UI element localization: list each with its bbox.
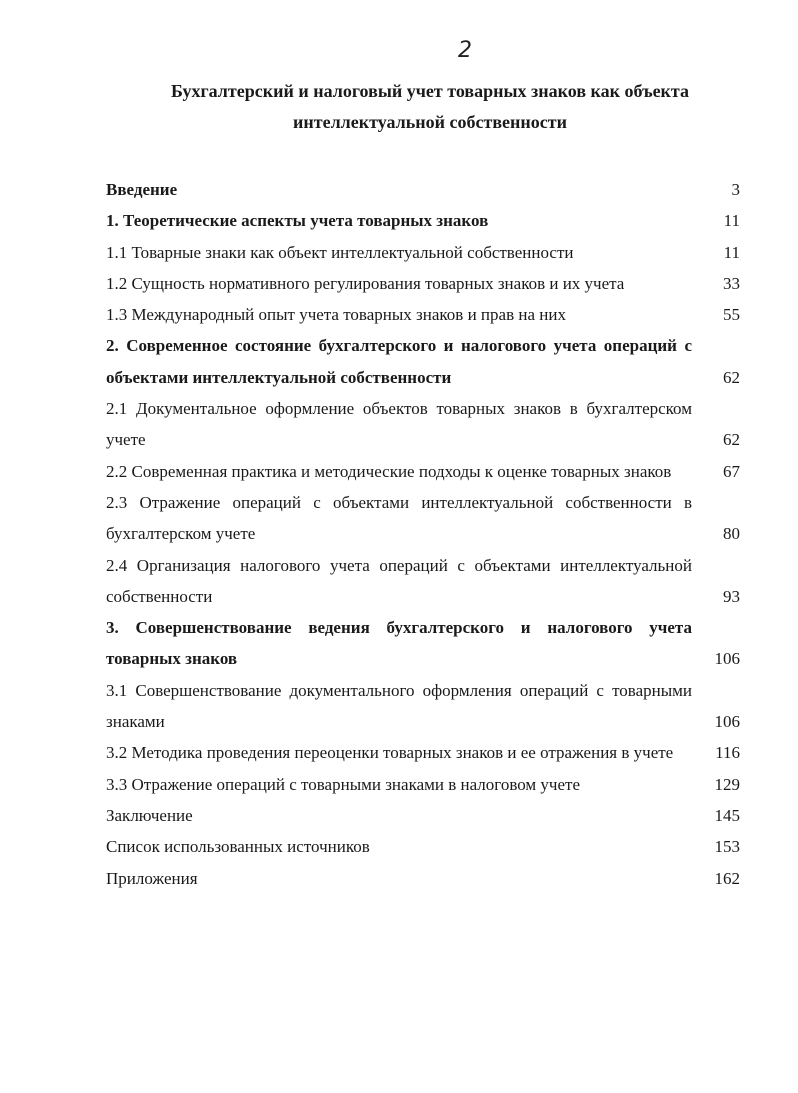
toc-entry-text: Заключение xyxy=(106,805,193,825)
toc-entry-page: 93 xyxy=(723,586,740,606)
document-title: Бухгалтерский и налоговый учет товарных знаков как объекта интеллектуальной собственности xyxy=(171,81,689,132)
toc-entry-section-2-4[interactable] xyxy=(106,550,740,613)
toc-entry-text: Приложения xyxy=(106,868,198,888)
page-number: 2 xyxy=(458,38,471,63)
toc-entry-text: 2.3 Отражение операций с объектами интеллектуальной собственности в бухгалтерском учете xyxy=(106,492,692,544)
toc-entry-page: 62 xyxy=(723,367,740,387)
toc-entry-section-2-3[interactable] xyxy=(106,487,740,550)
toc-entry-text: 3.1 Совершенствование документального оформления операций с товарными знаками xyxy=(106,680,692,732)
toc-entry-text: 1.3 Международный опыт учета товарных знаков и прав на них xyxy=(106,305,566,325)
toc-entry-section-2-1[interactable] xyxy=(106,393,740,456)
toc-entry-conclusion[interactable] xyxy=(106,800,740,831)
toc-entry-page: 62 xyxy=(723,430,740,450)
toc-entry-page: 129 xyxy=(714,774,740,794)
toc-entry-section-1-3[interactable] xyxy=(106,299,740,330)
toc-entry-page: 33 xyxy=(723,273,740,293)
toc-entry-references[interactable] xyxy=(106,831,740,862)
toc-entry-introduction[interactable] xyxy=(106,174,740,205)
toc-entry-text: 3.2 Методика проведения переоценки товарных знаков и ее отражения в учете xyxy=(106,743,674,763)
table-of-contents xyxy=(106,174,740,894)
toc-entry-text: 3.3 Отражение операций с товарными знаками в налоговом учете xyxy=(106,774,580,794)
toc-entry-section-3-1[interactable] xyxy=(106,675,740,738)
toc-entry-page: 11 xyxy=(723,242,740,262)
toc-entry-text: 1.2 Сущность нормативного регулирования товарных знаков и их учета xyxy=(106,273,625,293)
toc-entry-text: 2.1 Документальное оформление объектов товарных знаков в бухгалтерском учете xyxy=(106,399,692,450)
toc-entry-section-1-2[interactable] xyxy=(106,268,740,299)
toc-entry-page: 106 xyxy=(714,649,740,669)
toc-entry-section-3-2[interactable] xyxy=(106,737,740,768)
toc-entry-page: 55 xyxy=(723,305,740,325)
toc-entry-section-1-1[interactable] xyxy=(106,237,740,268)
toc-entry-page: 153 xyxy=(714,837,740,857)
toc-entry-chapter-1[interactable] xyxy=(106,205,740,236)
toc-entry-page: 11 xyxy=(723,211,740,231)
toc-entry-page: 67 xyxy=(723,461,740,481)
toc-entry-page: 116 xyxy=(715,743,740,763)
toc-entry-page: 162 xyxy=(714,868,740,888)
toc-entry-page: 145 xyxy=(714,805,740,825)
toc-entry-page: 106 xyxy=(714,712,740,732)
toc-entry-section-2-2[interactable] xyxy=(106,456,740,487)
toc-entry-text: 2. Современное состояние бухгалтерского и налогового учета операций с объектами интеллектуальной собственности xyxy=(106,336,692,387)
toc-entry-chapter-3[interactable] xyxy=(106,612,740,675)
toc-entry-appendices[interactable] xyxy=(106,863,740,894)
toc-entry-chapter-2[interactable] xyxy=(106,330,740,393)
toc-entry-section-3-3[interactable] xyxy=(106,769,740,800)
toc-entry-text: 2.2 Современная практика и методические подходы к оценке товарных знаков xyxy=(106,461,672,481)
toc-entry-text: 1.1 Товарные знаки как объект интеллектуальной собственности xyxy=(106,242,574,262)
toc-entry-page: 3 xyxy=(731,180,740,199)
toc-entry-text: Список использованных источников xyxy=(106,837,370,857)
toc-entry-text: Введение xyxy=(106,180,178,199)
toc-entry-text: 1. Теоретические аспекты учета товарных знаков xyxy=(106,211,489,231)
toc-entry-text: 2.4 Организация налогового учета операций с объектами интеллектуальной собственности xyxy=(106,555,692,606)
toc-entry-page: 80 xyxy=(723,524,740,544)
toc-entry-text: 3. Совершенствование ведения бухгалтерского и налогового учета товарных знаков xyxy=(106,618,692,669)
